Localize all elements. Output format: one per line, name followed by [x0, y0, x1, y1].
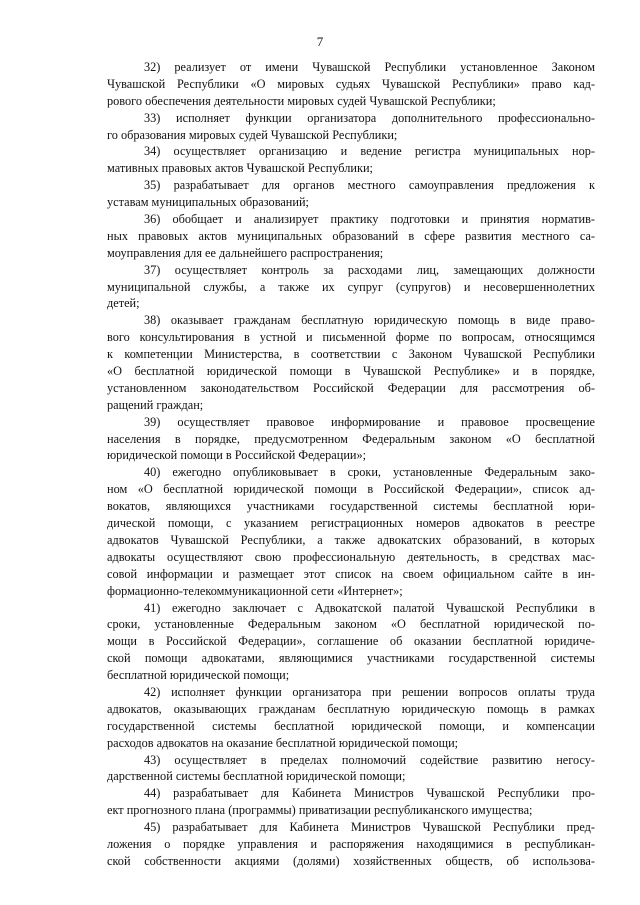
text-line: дической помощи, с указанием регистрационных номеров адвокатов в реестре: [107, 516, 595, 531]
text-line: мощи в Российской Федерации», соглашение об оказании бесплатной юридиче-: [107, 634, 595, 649]
text-line: адвокатов, оказывающих гражданам бесплатную юридическую помощь в рамках: [107, 701, 595, 716]
text-line: ложения о порядке управления и распоряжения находящимися в республикан-: [107, 836, 595, 851]
text-line: ской собственности акциями (долями) хозяйственных обществ, об использова-: [107, 853, 595, 868]
document-body: [107, 59, 595, 870]
text-line: муниципальной службы, а также их супруг (супругов) и несовершеннолетних: [107, 279, 595, 294]
text-line: 40) ежегодно опубликовывает в сроки, установленные Федеральным зако-: [144, 465, 595, 480]
page-number: 7: [316, 34, 324, 49]
text-line: моуправления для ее дальнейшего распространения;: [107, 245, 384, 260]
text-line: 36) обобщает и анализирует практику подготовки и принятия норматив-: [144, 212, 595, 227]
text-line: 41) ежегодно заключает с Адвокатской палатой Чувашской Республики в: [144, 600, 595, 615]
paragraph: [107, 211, 595, 262]
text-line: адвокаты осуществляют свою профессиональную деятельность, в средствах мас-: [107, 549, 595, 564]
text-line: 34) осуществляет организацию и ведение регистра муниципальных нор-: [144, 144, 595, 159]
text-line: рового обеспечения деятельности мировых судей Чувашской Республики;: [107, 93, 496, 108]
text-line: 39) осуществляет правовое информирование и правовое просвещение: [144, 414, 595, 429]
text-line: юридической помощи в Российской Федерации»;: [107, 448, 367, 463]
paragraph: [107, 110, 595, 144]
paragraph: [107, 143, 595, 177]
text-line: расходов адвокатов на оказание бесплатной юридической помощи;: [107, 735, 459, 750]
text-line: «О бесплатной юридической помощи в Чувашской Республике» и в порядке,: [107, 364, 595, 379]
paragraph: [107, 177, 595, 211]
text-line: формационно-телекоммуникационной сети «Интернет»;: [107, 583, 403, 598]
paragraph: [107, 59, 595, 110]
text-line: к компетенции Министерства, в соответствии с Законом Чувашской Республики: [107, 347, 595, 362]
text-line: 42) исполняет функции организатора при решении вопросов оплаты труда: [144, 684, 595, 699]
text-line: мативных правовых актов Чувашской Республики;: [107, 161, 373, 176]
paragraph: [107, 262, 595, 313]
text-line: совой информации и размещает этот список на своем официальном сайте в ин-: [107, 566, 595, 581]
text-line: населения в порядке, предусмотренном Федеральным законом «О бесплатной: [107, 431, 595, 446]
text-line: детей;: [107, 296, 140, 311]
text-line: 32) реализует от имени Чувашской Республики установленное Законом: [144, 60, 595, 74]
text-line: вого консультирования в устной и письменной форме по вопросам, относящимся: [107, 330, 595, 345]
paragraph: [107, 752, 595, 786]
paragraph: [107, 312, 595, 413]
text-line: ект прогнозного плана (программы) приватизации республиканского имущества;: [107, 803, 533, 818]
text-line: 33) исполняет функции организатора дополнительного профессионально-: [144, 110, 595, 125]
text-line: ращений граждан;: [107, 397, 204, 412]
text-line: 43) осуществляет в пределах полномочий содействие развитию негосу-: [144, 752, 595, 767]
text-line: уставам муниципальных образований;: [107, 195, 309, 210]
text-line: 38) оказывает гражданам бесплатную юридическую помощь в виде право-: [144, 313, 595, 328]
text-line: ном «О бесплатной юридической помощи в Российской Федерации», список ад-: [107, 482, 595, 497]
paragraph: [107, 819, 595, 870]
paragraph: [107, 785, 595, 819]
text-line: вокатов, являющихся участниками государственной системы бесплатной юри-: [107, 499, 595, 514]
text-line: ской помощи адвокатами, являющимися участниками государственной системы: [107, 651, 595, 666]
paragraph: [107, 414, 595, 465]
paragraph: [107, 464, 595, 599]
text-line: дарственной системы бесплатной юридической помощи;: [107, 769, 406, 784]
text-line: государственной системы бесплатной юридической помощи, и компенсации: [107, 718, 595, 733]
paragraph: [107, 600, 595, 684]
text-line: 35) разрабатывает для органов местного самоуправления предложения к: [144, 178, 595, 193]
text-line: ных правовых актов муниципальных образований в сфере развития местного са-: [107, 228, 595, 243]
text-line: сроки, установленные Федеральным законом «О бесплатной юридической по-: [107, 617, 595, 632]
text-line: 45) разрабатывает для Кабинета Министров Чувашской Республики пред-: [144, 820, 595, 835]
text-line: 37) осуществляет контроль за расходами лиц, замещающих должности: [144, 262, 595, 277]
text-line: бесплатной юридической помощи;: [107, 668, 290, 683]
text-line: установленном законодательством Российской Федерации для рассмотрения об-: [107, 380, 595, 395]
text-line: Чувашской Республики «О мировых судьях Чувашской Республики» право кад-: [107, 76, 595, 91]
text-line: го образования мировых судей Чувашской Республики;: [107, 127, 398, 142]
paragraph: [107, 684, 595, 752]
text-line: адвокатов Чувашской Республики, а также адвокатских образований, в которых: [107, 532, 595, 547]
text-line: 44) разрабатывает для Кабинета Министров Чувашской Республики про-: [144, 786, 595, 801]
